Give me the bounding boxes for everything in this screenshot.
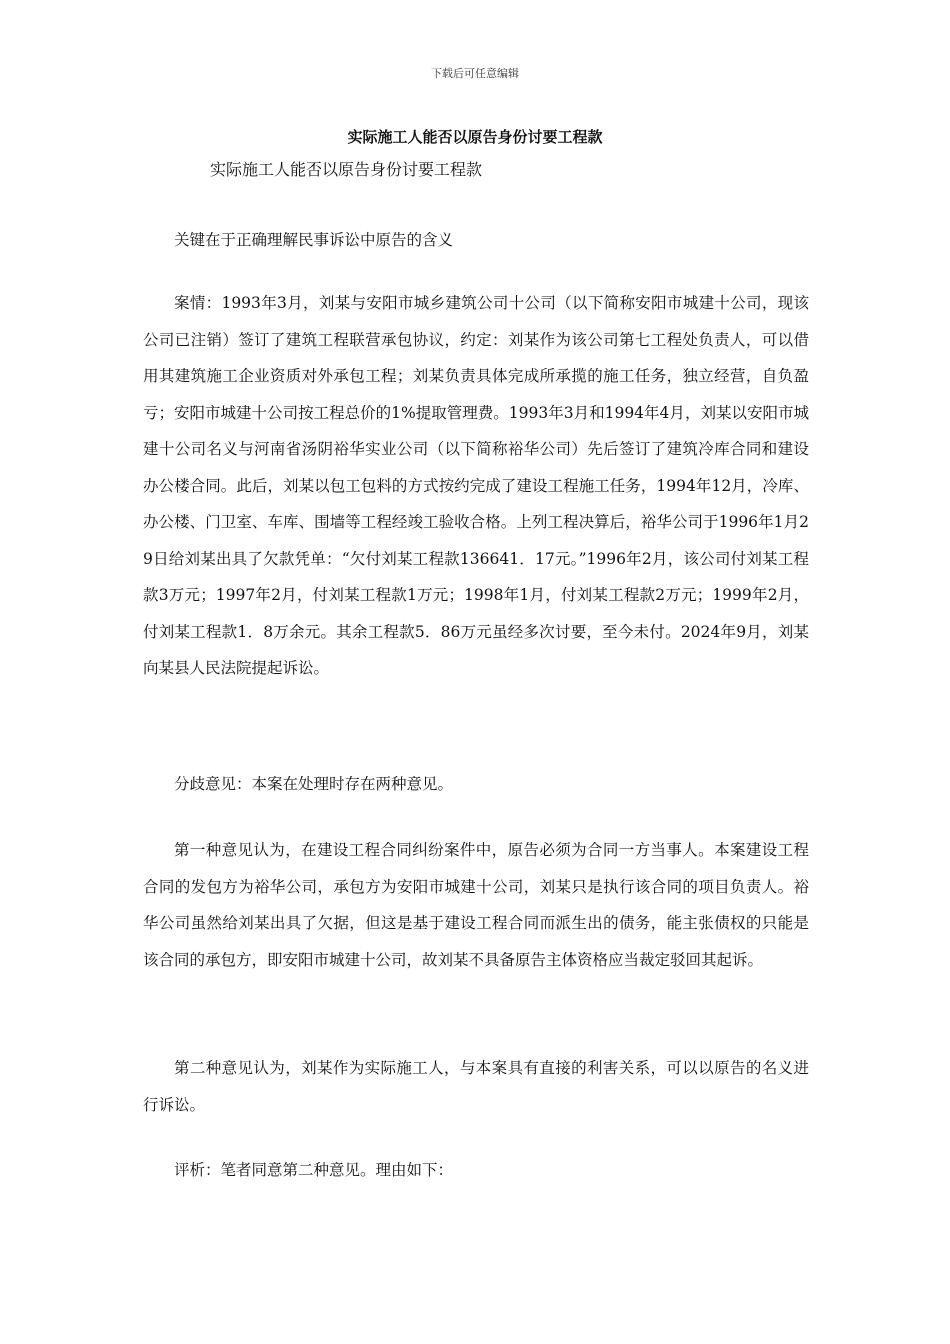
header-note: 下载后可任意编辑 xyxy=(431,67,519,80)
document-subtitle: 实际施工人能否以原告身份讨要工程款 xyxy=(210,160,483,179)
paragraph-analysis: 评析：笔者同意第二种意见。理由如下： xyxy=(174,1161,454,1179)
paragraph-first-opinion: 第一种意见认为，在建设工程合同纠纷案件中，原告必须为合同一方当事人。本案建设工程合同的发包方为裕华公司，承包方为安阳市城建十公司，刘某只是执行该合同的项目负责人。裕华公司虽然给刘某出具了欠据，但这是基于建设工程合同而派生出的债务，能主张债权的只能是该合同的承包方，即安阳市城建十公司，故刘某不具备原告主体资格应当裁定驳回其起诉。 xyxy=(143,841,809,969)
document-title: 实际施工人能否以原告身份讨要工程款 xyxy=(347,128,603,146)
paragraph-key-point: 关键在于正确理解民事诉讼中原告的含义 xyxy=(174,231,454,249)
paragraph-disagreement: 分歧意见：本案在处理时存在两种意见。 xyxy=(174,775,454,793)
paragraph-second-opinion: 第二种意见认为，刘某作为实际施工人，与本案具有直接的利害关系，可以以原告的名义进行诉讼。 xyxy=(143,1059,809,1114)
paragraph-case-facts: 案情：1993年3月，刘某与安阳市城乡建筑公司十公司（以下简称安阳市城建十公司，现该公司已注销）签订了建筑工程联营承包协议，约定：刘某作为该公司第七工程处负责人，可以借用其建筑施工企业资质对外承包工程；刘某负责具体完成所承揽的施工任务，独立经营，自负盈亏；安阳市城建十公司按工程总价的1%提取管理费。1993年3月和1994年4月，刘某以安阳市城建十公司名义与河南省汤阴裕华实业公司（以下简称裕华公司）先后签订了建筑冷库合同和建设办公楼合同。此后，刘某以包工包料的方式按约完成了建设工程施工任务，1994年12月，冷库、办公楼、门卫室、车库、围墙等工程经竣工验收合格。上列工程决算后，裕华公司于1996年1月29日给刘某出具了欠款凭单：“欠付刘某工程款136641．17元。”1996年2月，该公司付刘某工程款3万元；1997年2月，付刘某工程款1万元；1998年1月，付刘某工程款2万元；1999年2月，付刘某工程款1．8万余元。其余工程款5．86万元虽经多次讨要，至今未付。2024年9月，刘某向某县人民法院提起诉讼。 xyxy=(143,294,809,677)
